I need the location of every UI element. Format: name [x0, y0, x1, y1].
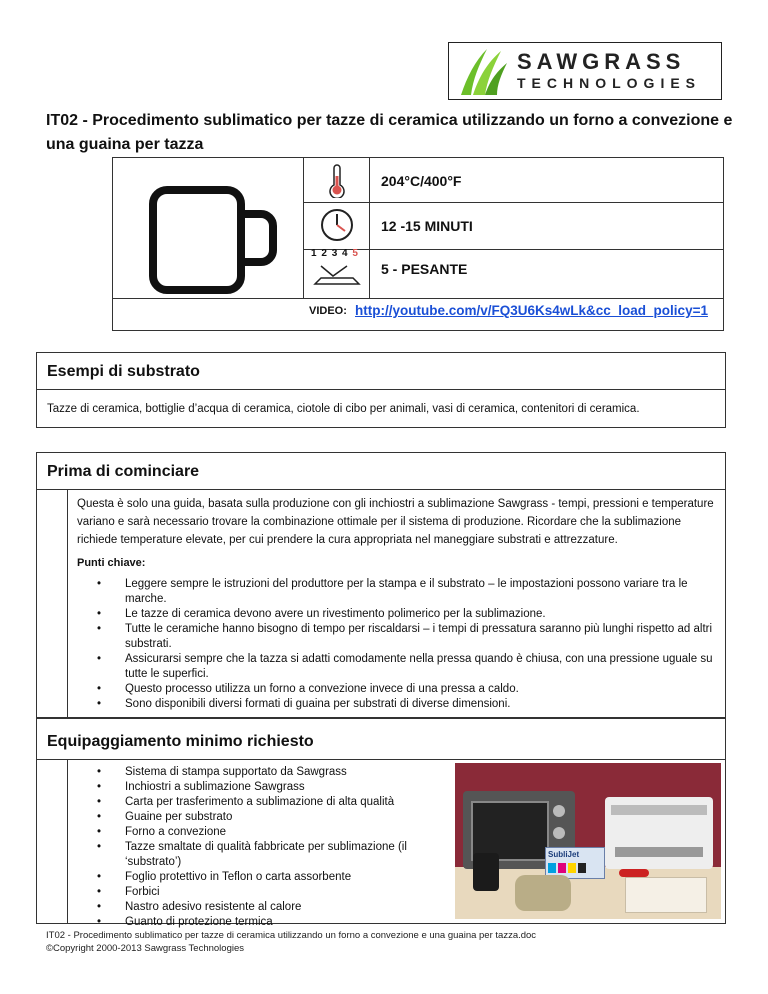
pressure-scale-1: 1 [311, 248, 318, 259]
section-divider [37, 759, 725, 760]
list-item: • Sistema di stampa supportato da Sawgrass [77, 765, 451, 780]
printer-image [605, 797, 713, 869]
list-item: • Assicurarsi sempre che la tazza si adatti comodamente nella pressa quando è chiusa, con una pressione uguale su tutte le superfici. [77, 652, 719, 682]
clock-icon [319, 207, 355, 243]
mug-icon [147, 184, 287, 296]
table-divider [369, 158, 370, 298]
mug-sleeve-image [473, 853, 499, 891]
ink-cartridges [548, 863, 602, 873]
printer-tray [615, 847, 703, 857]
list-item: • Carta per trasferimento a sublimazione di alta qualità [77, 795, 451, 810]
table-divider [303, 158, 304, 298]
video-label: VIDEO: [309, 305, 347, 317]
section-divider [37, 489, 725, 490]
list-item: • Tutte le ceramiche hanno bisogno di tempo per riscaldarsi – i tempi di pressatura saranno più lunghi rispetto ad altri substrati. [77, 622, 719, 652]
oven-knob [553, 827, 565, 839]
time-value: 12 -15 MINUTI [381, 218, 473, 234]
temperature-value: 204°C/400°F [381, 173, 462, 189]
before-section [36, 452, 726, 718]
equipment-heading: Equipaggiamento minimo richiesto [47, 733, 314, 750]
pressure-icon [309, 248, 365, 294]
ink-cartridge [548, 863, 556, 873]
before-heading: Prima di cominciare [47, 463, 200, 480]
sawgrass-grass-icon [457, 47, 509, 97]
list-item: • Forno a convezione [77, 825, 451, 840]
scissors-image [619, 869, 649, 877]
footer [46, 929, 536, 955]
key-points-label: Punti chiave: [77, 557, 146, 569]
footer-copyright: ©Copyright 2000-2013 Sawgrass Technologies [46, 943, 245, 954]
pressure-scale-5: 5 [352, 248, 359, 259]
table-divider [113, 298, 724, 299]
sawgrass-logo [448, 42, 722, 100]
list-item: • Le tazze di ceramica devono avere un rivestimento polimerico per la sublimazione. [77, 607, 719, 622]
key-points-list [77, 577, 719, 712]
substrate-text: Tazze di ceramica, bottiglie d’acqua di ceramica, ciotole di cibo per animali, vasi di ceramica, contenitori di ceramica. [47, 403, 640, 415]
logo-text-sub: TECHNOLOGIES [517, 75, 702, 91]
section-divider [67, 489, 68, 718]
section-divider [37, 389, 725, 390]
list-item: • Forbici [77, 885, 451, 900]
printer-panel [611, 805, 707, 815]
glove-image [515, 875, 571, 911]
press-plate-icon [313, 262, 361, 288]
pressure-scale-3: 3 [331, 248, 339, 259]
list-item: • Foglio protettivo in Teflon o carta assorbente [77, 870, 451, 885]
pressure-value: 5 - PESANTE [381, 261, 468, 277]
oven-door [471, 801, 549, 861]
footer-filename: IT02 - Procedimento sublimatico per tazze di ceramica utilizzando un forno a convezione e una guaina per tazza.doc [46, 930, 537, 941]
list-item: • Inchiostri a sublimazione Sawgrass [77, 780, 451, 795]
equipment-section [36, 718, 726, 928]
substrate-section [36, 352, 726, 428]
ink-cartridge [558, 863, 566, 873]
before-intro: Questa è solo una guida, basata sulla produzione con gli inchiostri a sublimazione Sawgrass - tempi, pressioni e temperature variano e sarà necessario trovare la combinazione ottimale per il sistema di produzione. Ricordare che la sublimazione richiede temperature elevate, per cui prendere la cura appropriata nel maneggiare substrati e attrezzature. [77, 498, 714, 546]
pressure-scale-2: 2 [321, 248, 328, 259]
table-divider [303, 249, 724, 250]
section-divider [67, 759, 68, 924]
paper-image [625, 877, 707, 913]
logo-text-main: SAWGRASS [517, 49, 686, 74]
list-item: • Sono disponibili diversi formati di guaina per substrati di diverse dimensioni. [77, 697, 719, 712]
ink-cartridge [568, 863, 576, 873]
ink-box-label: SubliJet [548, 850, 580, 859]
list-item: • Nastro adesivo resistente al calore [77, 900, 451, 915]
ink-cartridge [578, 863, 586, 873]
equipment-list [77, 765, 451, 930]
thermometer-icon [325, 164, 349, 198]
table-divider [303, 202, 724, 203]
list-item: • Guaine per substrato [77, 810, 451, 825]
substrate-heading: Esempi di substrato [47, 363, 200, 380]
list-item: • Tazze smaltate di qualità fabbricate per sublimazione (il ‘substrato’) [77, 840, 451, 870]
process-info-table [112, 157, 724, 331]
list-item: • Questo processo utilizza un forno a convezione invece di una pressa a caldo. [77, 682, 719, 697]
pressure-scale-4: 4 [342, 248, 349, 259]
list-item: • Guanto di protezione termica [77, 915, 451, 930]
list-item: • Leggere sempre le istruzioni del produttore per la stampa e il substrato – le impostazioni possono variare tra le marche. [77, 577, 719, 607]
equipment-photo [455, 763, 721, 919]
document-title: IT02 - Procedimento sublimatico per tazze di ceramica utilizzando un forno a convezione e una guaina per tazza [46, 112, 733, 153]
oven-knob [553, 805, 565, 817]
video-link[interactable]: http://youtube.com/v/FQ3U6Ks4wLk&cc_load_policy=1 [355, 303, 708, 318]
